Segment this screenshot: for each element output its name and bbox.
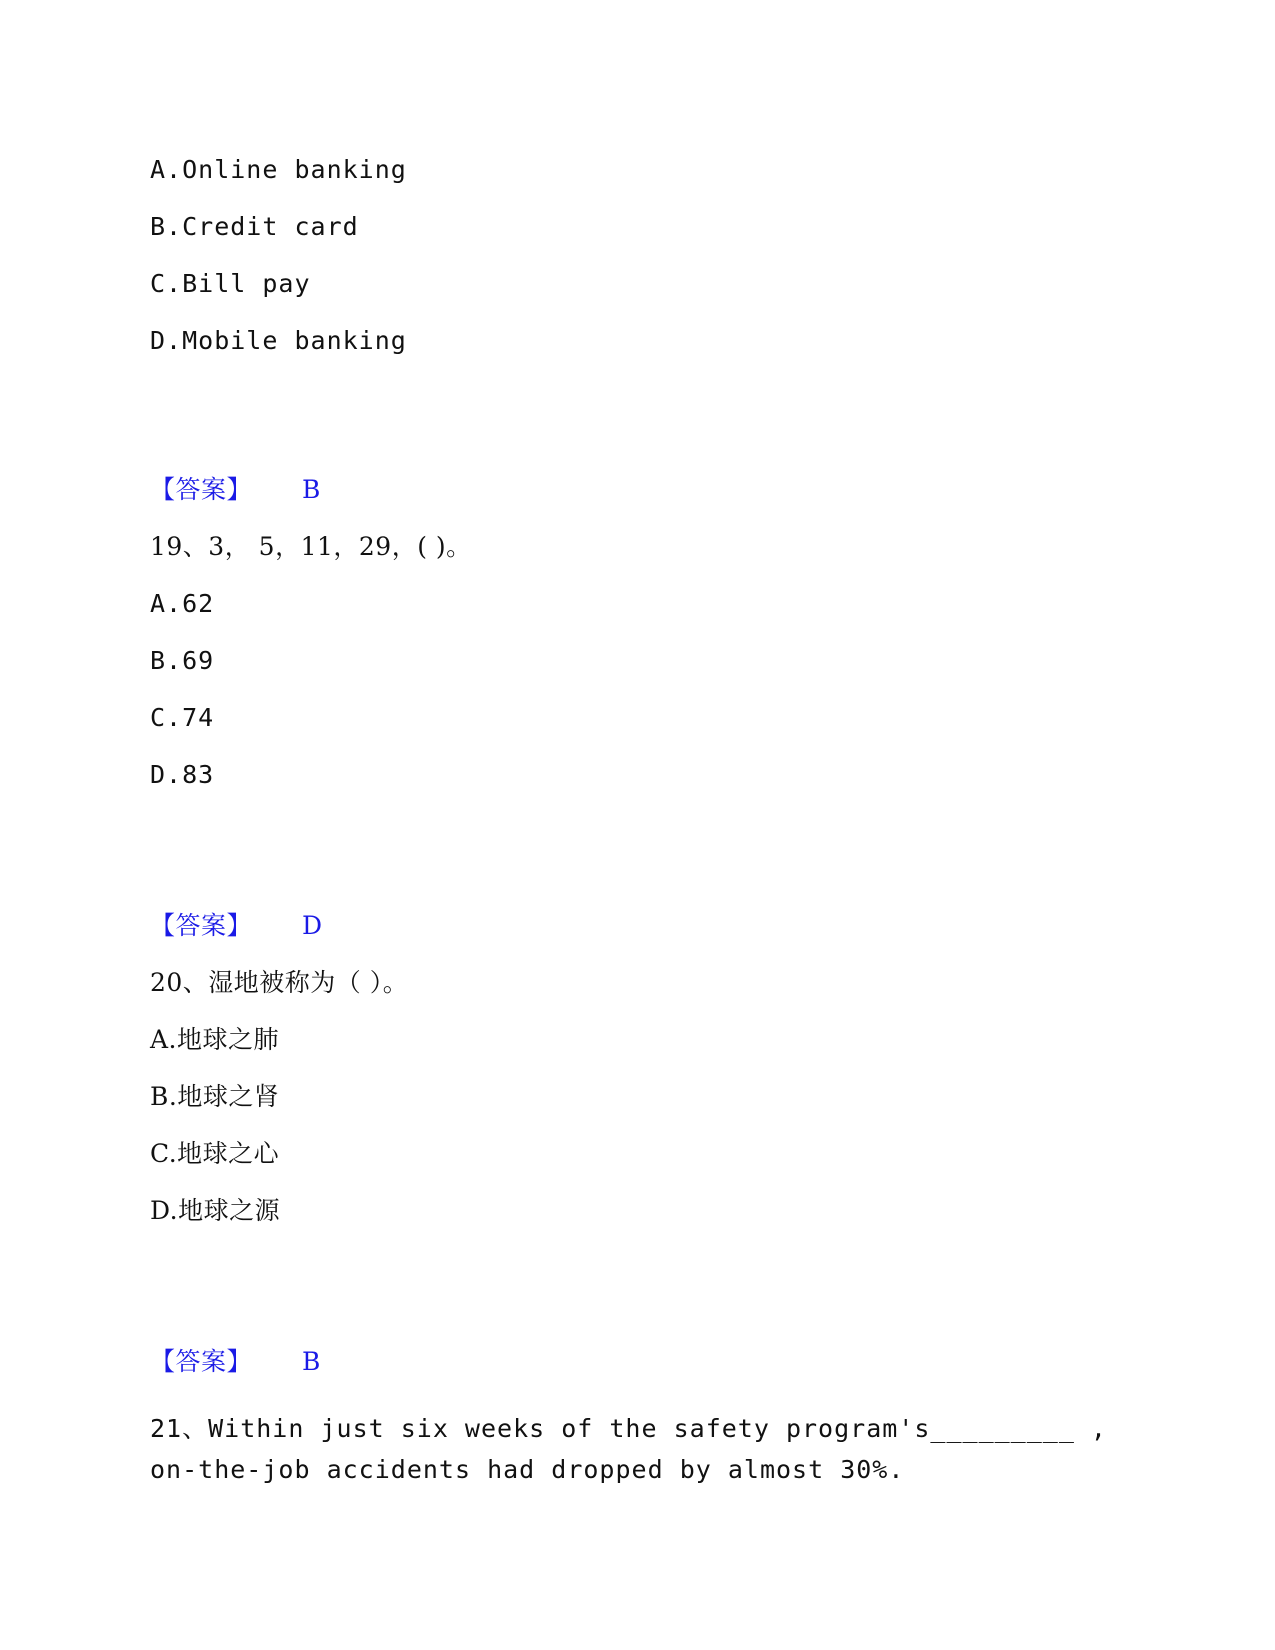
q18-answer — [150, 475, 321, 505]
q19-option-c: C.74 — [150, 703, 215, 732]
q19-question: 19、3， 5，11，29，( )。 — [150, 532, 472, 561]
answer-value: D — [302, 911, 323, 940]
q20-option-b: B.地球之肾 — [150, 1082, 280, 1111]
answer-value: B — [302, 1347, 321, 1376]
q21-question: 21、Within just six weeks of the safety program's_________ , on-the-job accidents had dropped by almost 30%. — [150, 1414, 1107, 1484]
q18-option-b: B.Credit card — [150, 212, 359, 241]
q18-option-a: A.Online banking — [150, 155, 407, 184]
q20-option-d: D.地球之源 — [150, 1196, 281, 1225]
q18-option-d: D.Mobile banking — [150, 326, 407, 355]
q19-option-d: D.83 — [150, 760, 215, 789]
answer-label: 【答案】 — [150, 1347, 253, 1376]
q20-answer — [150, 1347, 321, 1377]
answer-value: B — [302, 475, 321, 504]
q20-option-c: C.地球之心 — [150, 1139, 280, 1168]
q19-option-a: A.62 — [150, 589, 215, 618]
q18-option-c: C.Bill pay — [150, 269, 311, 298]
q19-answer — [150, 911, 323, 941]
answer-label: 【答案】 — [150, 911, 253, 940]
q20-question: 20、湿地被称为（ ）。 — [150, 968, 409, 997]
q20-option-a: A.地球之肺 — [150, 1025, 280, 1054]
q19-option-b: B.69 — [150, 646, 215, 675]
answer-label: 【答案】 — [150, 475, 253, 504]
